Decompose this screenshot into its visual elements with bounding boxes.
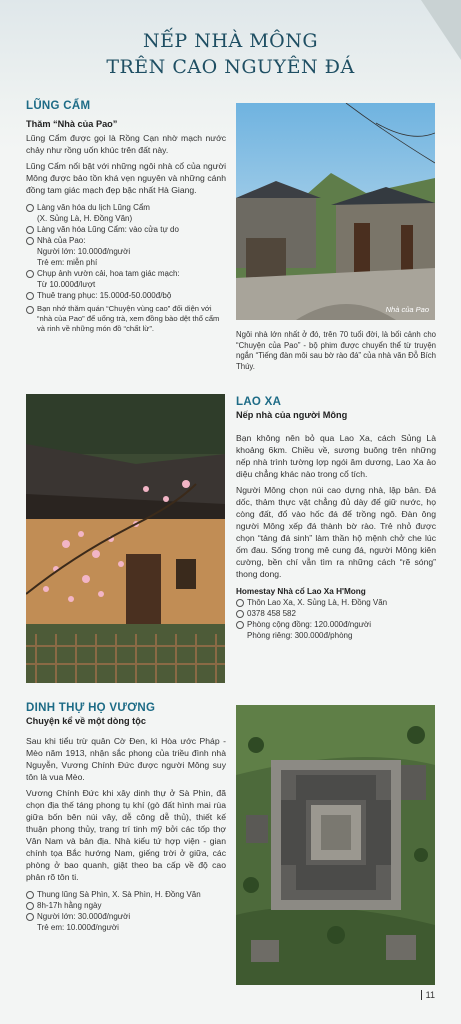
lung-cam-section (26, 100, 226, 334)
dinh-thu-section (26, 702, 226, 933)
page-number: 11 (421, 990, 435, 1000)
pao-house-photo (236, 103, 435, 320)
info-price-child: Trẻ em: miễn phí (37, 258, 98, 267)
ticket-icon (26, 226, 34, 234)
dinh-thu-info (26, 889, 226, 933)
lao-xa-section (236, 396, 436, 641)
ticket-icon (26, 913, 34, 921)
lao-xa-phone: 0378 458 582 (247, 609, 296, 618)
info-price-adult: Người lớn: 10.000đ/người (37, 247, 131, 256)
dinh-thu-aerial-photo (236, 705, 435, 985)
lao-xa-info (236, 586, 436, 641)
lao-xa-heading: LAO XA (236, 396, 282, 408)
tip-icon (26, 306, 34, 314)
lao-xa-price-shared: Phòng cộng đồng: 120.000đ/người (247, 620, 372, 629)
pao-house-caption: Ngôi nhà lớn nhất ở đó, trên 70 tuổi đời, là bối cảnh cho “Chuyện của Pao” - bộ phim được chuyển thể từ truyện ngắn “Tiếng đàn môi sau bờ rào đá” của nhà văn Đỗ Bích Thúy. (236, 330, 436, 371)
info-address-detail: (X. Sủng Là, H. Đồng Văn) (37, 214, 133, 223)
info-entry: Làng văn hóa Lũng Cẩm: vào cửa tự do (37, 225, 179, 234)
dinh-thu-price-child: Trẻ em: 10.000đ/người (37, 923, 119, 932)
info-costume: Thuê trang phục: 15.000đ-50.000đ/bộ (37, 291, 172, 300)
lao-xa-price-private: Phòng riêng: 300.000đ/phòng (247, 631, 353, 640)
lao-xa-subheading: Nếp nhà của người Mông (236, 410, 348, 420)
lung-cam-para2: Lũng Cẩm nổi bật với những ngôi nhà cổ của người Mông được bảo tồn khá vẹn nguyên và những cánh đồng tam giác mạch đẹp bậc nhất Hà Giang. (26, 161, 226, 195)
dinh-thu-hours: 8h-17h hằng ngày (37, 901, 102, 910)
info-pao-house: Nhà của Pao: (37, 236, 86, 245)
clock-icon (26, 902, 34, 910)
lung-cam-heading: LŨNG CẨM (26, 100, 91, 112)
page-title-line2: TRÊN CAO NGUYÊN ĐÁ (106, 56, 355, 78)
dinh-thu-para2: Vương Chính Đức khi xây dinh thự ở Sà Phìn, đã chọn địa thế táng phong tụ khí (gò đất hình mai rùa giữa bốn bên núi vây, dễ công dễ thủ), thiết kế thuận phong thủy, trang trí tinh mỹ bởi các tốp thợ Vân Nam và bản địa. Nhà kiểu tứ hợp viện - gian chính tọa Bắc hướng Nam, giếng trời ở giữa, các phòng ở bao quanh, giật theo ba cấp về độ cao phản rõ tôn ti. (26, 788, 226, 882)
lao-xa-homestay-name: Homestay Nhà cổ Lao Xa H'Mong (236, 587, 366, 596)
location-pin-icon (26, 891, 34, 899)
dinh-thu-heading: DINH THỰ HỌ VƯƠNG (26, 702, 156, 714)
lung-cam-subheading: Thăm “Nhà của Pao” (26, 119, 118, 129)
pao-house-photo-label: Nhà của Pao (385, 305, 429, 314)
page-title (0, 28, 461, 80)
lao-xa-photo (26, 394, 225, 683)
info-tip: Bạn nhớ thăm quán “Chuyện vùng cao” đối diện với “nhà của Pao” để uống trà, xem đồng bào dệt thổ cẩm và rinh về những món đồ “chất lừ”. (37, 304, 220, 333)
info-photo: Chụp ảnh vườn cải, hoa tam giác mạch: (37, 269, 180, 278)
info-photo-price: Từ 10.000đ/lượt (37, 280, 96, 289)
price-icon (236, 621, 244, 629)
location-pin-icon (26, 204, 34, 212)
dinh-thu-address: Thung lũng Sà Phìn, X. Sà Phìn, H. Đồng Văn (37, 890, 201, 899)
lung-cam-para1: Lũng Cẩm được gọi là Rồng Cạn nhờ mạch nước chảy như rồng uốn khúc trên đất này. (26, 133, 226, 155)
dinh-thu-subheading: Chuyện kể về một dòng tộc (26, 716, 146, 726)
lung-cam-info (26, 202, 226, 334)
lao-xa-address: Thôn Lao Xa, X. Sủng Là, H. Đồng Văn (247, 598, 388, 607)
info-address: Làng văn hóa du lịch Lũng Cẩm (37, 203, 150, 212)
dinh-thu-price-adult: Người lớn: 30.000đ/người (37, 912, 131, 921)
costume-icon (26, 292, 34, 300)
camera-icon (26, 270, 34, 278)
ticket-icon (26, 237, 34, 245)
phone-icon (236, 610, 244, 618)
page-title-line1: NẾP NHÀ MÔNG (142, 30, 319, 52)
lao-xa-para2: Người Mông chọn núi cao dựng nhà, lập bản. Đá dốc, thảm thực vật chẳng đủ dày để giữ nước, họ còng đất, đổ vào hốc đá để trồng ngô. Đàn ông người Mông xếp đá thành bờ rào. Trẻ nhỏ được chọn “tảng đá sinh” làm thần hộ mệnh chở che lúc ốm đau. Sống trong mê cung đá, người Mông kiên cường, bền chí vẫn tìm ra những cách “rẽ sóng” thong dong. (236, 485, 436, 579)
location-pin-icon (236, 599, 244, 607)
lao-xa-para1: Bạn không nên bỏ qua Lao Xa, cách Sủng Là khoảng 6km. Chiều về, sương buông trên những nếp nhà trình tường lợp ngói âm dương, Lao Xa ảo diệu chẳng khác nào trong cổ tích. (236, 433, 436, 479)
dinh-thu-para1: Sau khi tiểu trừ quân Cờ Đen, kì Hòa ước Pháp - Mèo năm 1913, nhận sắc phong của triều đình nhà Nguyễn, Vương Chính Đức được người Mông suy tôn là vua Mèo. (26, 736, 226, 782)
